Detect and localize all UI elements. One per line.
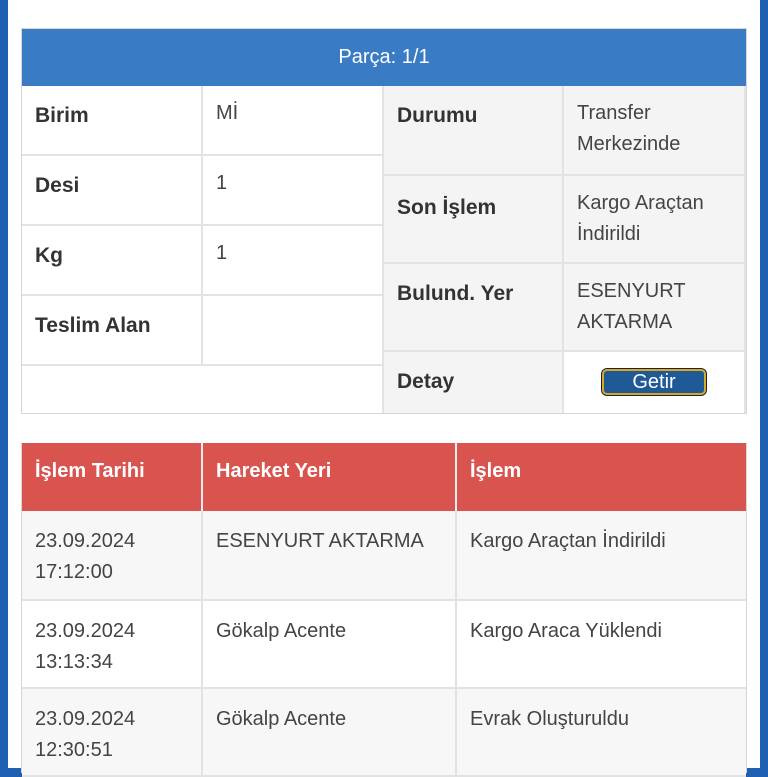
desi-value: 1 bbox=[203, 156, 384, 226]
table-row bbox=[22, 689, 746, 777]
durumu-label: Durumu bbox=[384, 86, 564, 176]
row-action: Kargo Araçtan İndirildi bbox=[457, 511, 746, 601]
teslim-alan-label: Teslim Alan bbox=[22, 296, 203, 366]
desi-label: Desi bbox=[22, 156, 203, 226]
row-date-day: 23.09.2024 bbox=[35, 620, 136, 642]
row-date-day: 23.09.2024 bbox=[35, 708, 136, 730]
durumu-value: Transfer Merkezinde bbox=[564, 86, 746, 176]
birim-label: Birim bbox=[22, 86, 203, 156]
col-header-date: İşlem Tarihi bbox=[22, 443, 203, 511]
row-date bbox=[22, 689, 203, 777]
son-islem-value: Kargo Araçtan İndirildi bbox=[564, 176, 746, 264]
row-date bbox=[22, 601, 203, 689]
teslim-alan-value bbox=[203, 296, 384, 366]
bulund-yer-label: Bulund. Yer bbox=[384, 264, 564, 352]
kg-label: Kg bbox=[22, 226, 203, 296]
detay-label: Detay bbox=[384, 352, 564, 413]
row-place: Gökalp Acente bbox=[203, 601, 457, 689]
table-row bbox=[22, 511, 746, 601]
row-action: Kargo Araca Yüklendi bbox=[457, 601, 746, 689]
row-place: Gökalp Acente bbox=[203, 689, 457, 777]
detay-cell bbox=[564, 352, 746, 413]
col-header-place: Hareket Yeri bbox=[203, 443, 457, 511]
son-islem-label: Son İşlem bbox=[384, 176, 564, 264]
row-date-time: 17:12:00 bbox=[35, 561, 113, 583]
part-header: Parça: 1/1 bbox=[22, 29, 746, 86]
history-header bbox=[22, 443, 746, 511]
row-date-time: 12:30:51 bbox=[35, 739, 113, 761]
bulund-yer-value: ESENYURT AKTARMA bbox=[564, 264, 746, 352]
getir-button[interactable]: Getir bbox=[602, 369, 706, 395]
history-table bbox=[21, 443, 747, 773]
empty-cell bbox=[22, 366, 384, 413]
table-row bbox=[22, 601, 746, 689]
part-details-panel bbox=[21, 28, 747, 414]
col-header-action: İşlem bbox=[470, 460, 522, 482]
row-place: ESENYURT AKTARMA bbox=[203, 511, 457, 601]
row-date bbox=[22, 511, 203, 601]
row-date-day: 23.09.2024 bbox=[35, 530, 136, 552]
row-action: Evrak Oluşturuldu bbox=[457, 689, 746, 777]
birim-value: Mİ bbox=[203, 86, 384, 156]
kg-value: 1 bbox=[203, 226, 384, 296]
row-date-time: 13:13:34 bbox=[35, 651, 113, 673]
